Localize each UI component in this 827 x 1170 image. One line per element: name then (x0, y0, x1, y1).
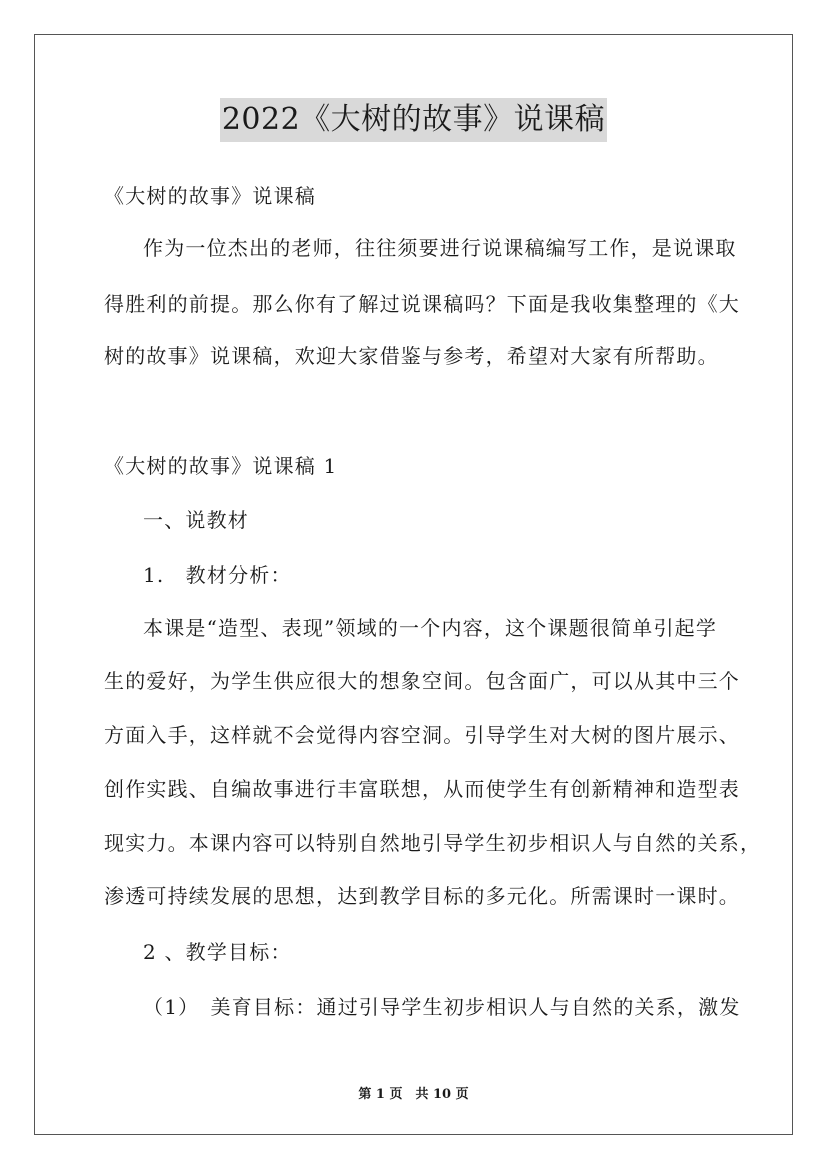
intro-line-3: 树的故事》说课稿，欢迎大家借鉴与参考，希望对大家有所帮助。 (104, 344, 719, 368)
analysis-line-3: 方面入手，这样就不会觉得内容空洞。引导学生对大树的图片展示、 (104, 723, 740, 747)
item-1-heading: 1. 教材分析： (143, 563, 292, 587)
analysis-line-5: 现实力。本课内容可以特别自然地引导学生初步相识人与自然的关系， (104, 831, 762, 855)
analysis-line-6: 渗透可持续发展的思想，达到教学目标的多元化。所需课时一课时。 (104, 884, 740, 908)
title-wrap (0, 98, 827, 142)
analysis-line-4: 创作实践、自编故事进行丰富联想，从而使学生有创新精神和造型表 (104, 777, 740, 801)
page-footer: 第 1 页 共 10 页 (358, 1087, 469, 1102)
analysis-line-1: 本课是“造型、表现”领域的一个内容，这个课题很简单引起学 (143, 616, 718, 640)
document-title: 2022《大树的故事》说课稿 (220, 98, 607, 142)
intro-line-2: 得胜利的前提。那么你有了解过说课稿吗？下面是我收集整理的《大 (104, 292, 740, 316)
analysis-line-2: 生的爱好，为学生供应很大的想象空间。包含面广，可以从其中三个 (104, 669, 740, 693)
subtitle: 《大树的故事》说课稿 (104, 184, 316, 208)
item-2-heading: 2 、教学目标： (143, 940, 292, 964)
goal-1-line: （1） 美育目标：通过引导学生初步相识人与自然的关系，激发 (143, 995, 741, 1019)
section-heading: 《大树的故事》说课稿 1 (104, 454, 338, 478)
intro-line-1: 作为一位杰出的老师，往往须要进行说课稿编写工作，是说课取 (143, 236, 737, 260)
part-1-heading: 一、说教材 (143, 508, 249, 532)
